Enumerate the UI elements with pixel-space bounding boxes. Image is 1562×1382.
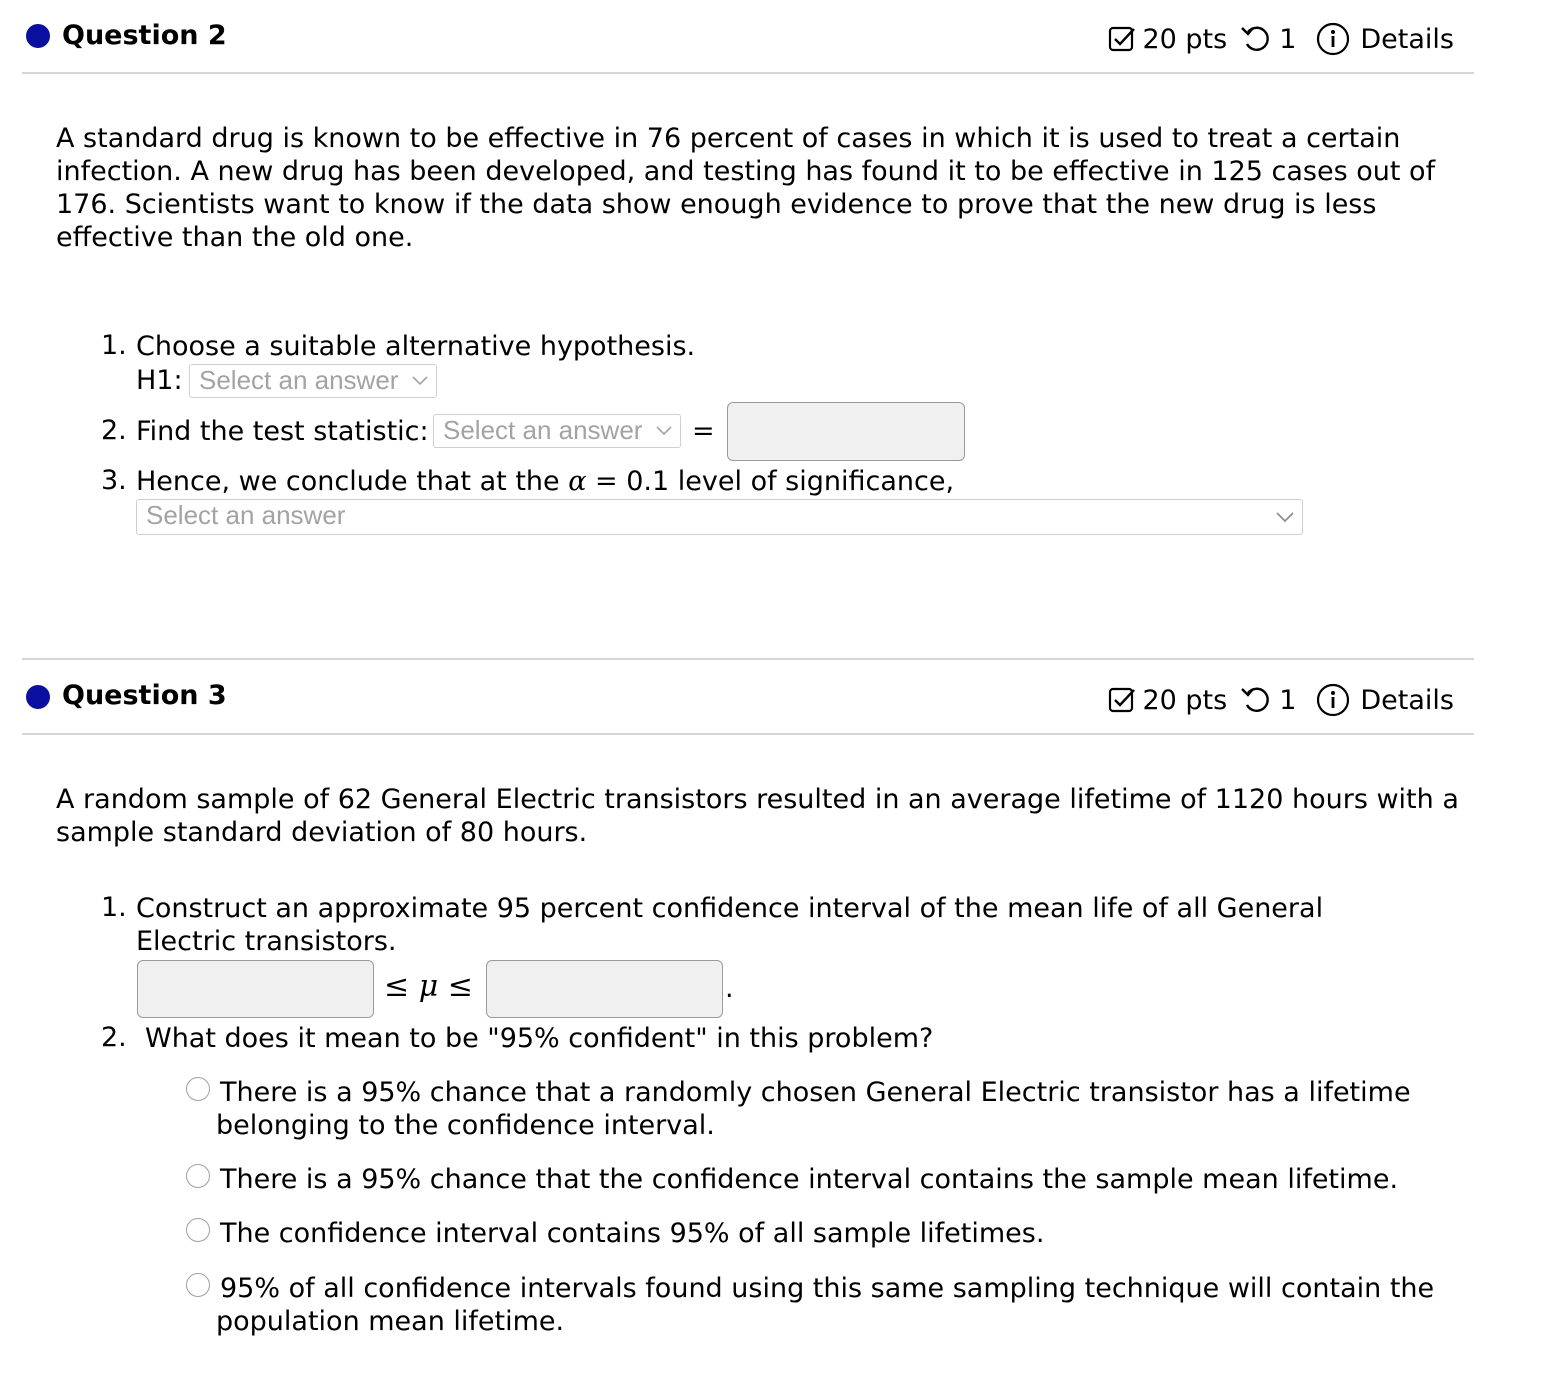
- chevron-down-icon: [1276, 512, 1294, 523]
- part-2-text: What does it mean to be "95% confident" in this problem?: [145, 1023, 934, 1054]
- question-status-dot: [26, 24, 50, 48]
- checkbox-icon: [1108, 25, 1136, 53]
- conclusion-select-value: Select an answer: [146, 500, 346, 530]
- part-1-number: 1.: [101, 330, 127, 361]
- attempts-count: 1: [1279, 684, 1297, 716]
- option-4-radio[interactable]: [186, 1273, 210, 1297]
- checkbox-icon: [1108, 686, 1136, 714]
- option-3-radio[interactable]: [186, 1218, 210, 1242]
- option-1-label[interactable]: There is a 95% chance that a randomly chosen General Electric transistor has a lifetime belonging to the confidence interval.: [216, 1077, 1411, 1141]
- part-1-text: Construct an approximate 95 percent confidence interval of the mean life of all General Electric transistors.: [136, 893, 1324, 957]
- part-3-number: 3.: [101, 465, 127, 496]
- question-3-header: [22, 661, 1474, 735]
- h1-select-value: Select an answer: [199, 365, 399, 395]
- part-1-text: Choose a suitable alternative hypothesis.: [136, 331, 696, 362]
- part-2-number: 2.: [101, 415, 127, 446]
- details-link[interactable]: Details: [1360, 684, 1454, 716]
- mu-symbol: μ: [418, 969, 439, 1004]
- equals-sign: =: [692, 416, 715, 447]
- chevron-down-icon: [412, 376, 428, 386]
- less-equal-2: ≤: [447, 969, 473, 1004]
- interval-lower-input[interactable]: [137, 960, 374, 1018]
- points-label: 20 pts: [1142, 684, 1228, 716]
- retry-icon: [1239, 685, 1271, 715]
- attempts-count: 1: [1279, 23, 1297, 55]
- question-2-body: A standard drug is known to be effective in 76 percent of cases in which it is used to treat a certain infection. A new drug has been developed, and testing has found it to be effective in 125 cases out of 176. Scientists want to know if the data show enough evidence to prove that the new drug is less effective than the old one.: [56, 123, 1436, 253]
- retry-icon: [1239, 24, 1271, 54]
- option-2-radio[interactable]: [186, 1164, 210, 1188]
- question-title: Question 2: [62, 20, 227, 51]
- conclusion-select[interactable]: [136, 499, 1303, 535]
- test-statistic-select-value: Select an answer: [443, 415, 643, 445]
- option-1-radio[interactable]: [186, 1077, 210, 1101]
- option-2-label[interactable]: There is a 95% chance that the confidence interval contains the sample mean lifetime.: [220, 1164, 1399, 1195]
- part-3-text-a: Hence, we conclude that at the: [136, 466, 569, 497]
- question-title: Question 3: [62, 680, 227, 711]
- points-label: 20 pts: [1142, 23, 1228, 55]
- option-3-label[interactable]: The confidence interval contains 95% of all sample lifetimes.: [220, 1218, 1045, 1249]
- question-status-dot: [26, 685, 50, 709]
- details-link[interactable]: Details: [1360, 23, 1454, 55]
- h1-label: H1:: [136, 365, 183, 396]
- question-divider: [22, 658, 1474, 660]
- info-icon[interactable]: [1316, 683, 1350, 717]
- question-3-body: A random sample of 62 General Electric transistors resulted in an average lifetime of 1120 hours with a sample standard deviation of 80 hours.: [56, 784, 1459, 848]
- question-2-header: [22, 0, 1474, 74]
- option-4-label[interactable]: 95% of all confidence intervals found using this same sampling technique will contain the population mean lifetime.: [216, 1273, 1435, 1337]
- info-icon[interactable]: [1316, 22, 1350, 56]
- part-3-text: [136, 465, 954, 498]
- interval-period: .: [725, 973, 734, 1004]
- chevron-down-icon: [656, 426, 672, 436]
- part-3-text-b: level of significance,: [669, 466, 955, 497]
- part-2-number: 2.: [101, 1022, 127, 1053]
- part-2-text: Find the test statistic:: [136, 416, 429, 447]
- alpha-value: 0.1: [626, 466, 670, 497]
- interval-expression: [384, 970, 473, 1003]
- part-1-number: 1.: [101, 892, 127, 923]
- interval-upper-input[interactable]: [486, 960, 723, 1018]
- alpha-symbol: α: [568, 466, 587, 497]
- less-equal-1: ≤: [384, 969, 410, 1004]
- h1-select[interactable]: [189, 364, 437, 398]
- test-statistic-input[interactable]: [727, 402, 965, 461]
- test-statistic-select[interactable]: [433, 414, 681, 448]
- question-meta: [1108, 683, 1454, 717]
- alpha-equals: =: [586, 466, 627, 497]
- question-meta: [1108, 22, 1454, 56]
